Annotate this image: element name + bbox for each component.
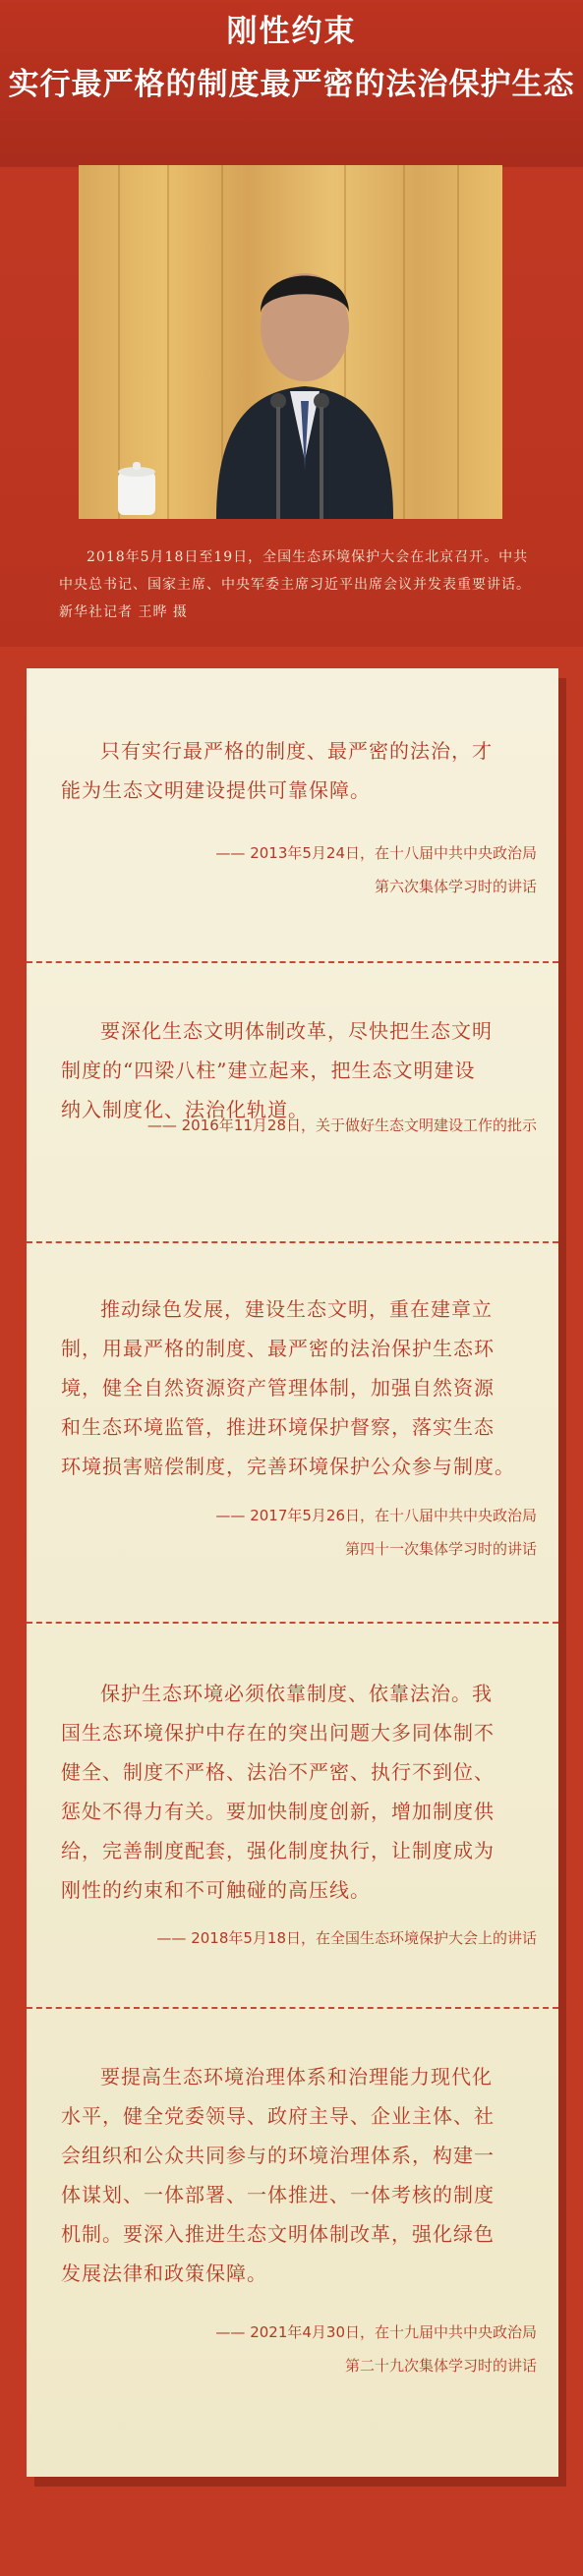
source-line: —— 2016年11月28日，关于做好生态文明建设工作的批示: [146, 1116, 537, 1134]
quote-5-line: 水平，健全党委领导、政府主导、企业主体、社: [61, 2104, 495, 2128]
quote-5-source: [215, 2316, 537, 2382]
quote-4-line: 惩处不得力有关。要加快制度创新，增加制度供: [61, 1800, 495, 1823]
quote-4-line: 国生态环境保护中存在的突出问题大多同体制不: [61, 1721, 495, 1745]
section-divider: [27, 961, 558, 963]
caption-text: 2018年5月18日至19日，全国生态环境保护大会在北京召开。中共中央总书记、国家主席、中央军委主席习近平出席会议并发表重要讲话。新华社记者 王晔 摄: [59, 549, 531, 620]
microphones: [261, 391, 339, 519]
quote-2-line: 纳入制度化、法治化轨道。: [61, 1098, 309, 1121]
photo-caption: [59, 544, 536, 626]
source-line: 第六次集体学习时的讲话: [374, 878, 537, 895]
source-line: —— 2021年4月30日，在十九届中共中央政治局: [215, 2323, 537, 2341]
teacup: [108, 460, 167, 519]
section-divider: [27, 2007, 558, 2009]
source-line: 第二十九次集体学习时的讲话: [344, 2357, 537, 2375]
section-divider: [27, 1241, 558, 1243]
quote-1-source: [215, 836, 537, 903]
quote-2-line: 要深化生态文明体制改革，尽快把生态文明: [100, 1019, 493, 1043]
quote-5-line: 要提高生态环境治理体系和治理能力现代化: [100, 2065, 493, 2089]
quote-3-source: [215, 1499, 537, 1566]
source-line: —— 2013年5月24日，在十八届中共中央政治局: [215, 844, 537, 862]
quote-2-line: 制度的“四梁八柱”建立起来，把生态文明建设: [61, 1059, 476, 1082]
source-line: —— 2018年5月18日，在全国生态环境保护大会上的讲话: [156, 1929, 537, 1947]
source-line: —— 2017年5月26日，在十八届中共中央政治局: [215, 1507, 537, 1524]
source-line: 第四十一次集体学习时的讲话: [344, 1540, 537, 1558]
footer-band: [0, 2496, 583, 2576]
quote-3-line: 环境损害赔偿制度，完善环境保护公众参与制度。: [61, 1455, 515, 1478]
news-photo: [79, 165, 502, 519]
quote-3-line: 推动绿色发展，建设生态文明，重在建章立: [100, 1297, 493, 1321]
quote-3-line: 和生态环境监管，推进环境保护督察，落实生态: [61, 1415, 495, 1439]
page-subtitle: 实行最严格的制度最严密的法治保护生态: [8, 67, 575, 102]
quote-4-line: 保护生态环境必须依靠制度、依靠法治。我: [100, 1682, 493, 1705]
title-bar: [0, 0, 583, 167]
quote-4-source: [156, 1921, 537, 1955]
quote-3: [61, 1289, 557, 1486]
quote-1: [61, 731, 557, 810]
quote-5-line: 机制。要深入推进生态文明体制改革，强化绿色: [61, 2222, 495, 2246]
quote-4: [61, 1674, 557, 1910]
quote-5-line: 会组织和公众共同参与的环境治理体系，构建一: [61, 2144, 495, 2167]
quote-5-line: 发展法律和政策保障。: [61, 2261, 267, 2285]
page-title: 刚性约束: [226, 14, 357, 49]
quote-4-line: 给，完善制度配套，强化制度执行，让制度成为: [61, 1839, 495, 1862]
quote-4-line: 健全、制度不严格、法治不严密、执行不到位、: [61, 1760, 495, 1784]
quote-4-line: 刚性的约束和不可触碰的高压线。: [61, 1878, 371, 1902]
quotes-panel: [27, 668, 558, 2477]
quote-5-line: 体谋划、一体部署、一体推进、一体考核的制度: [61, 2183, 495, 2206]
quote-5: [61, 2057, 557, 2293]
quote-2-source: [147, 1109, 537, 1142]
quote-1-line: 只有实行最严格的制度、最严密的法治，才: [100, 739, 493, 763]
section-divider: [27, 1622, 558, 1624]
quote-3-line: 境，健全自然资源资产管理体制，加强自然资源: [61, 1376, 495, 1400]
quote-1-line: 能为生态文明建设提供可靠保障。: [61, 778, 371, 802]
quote-3-line: 制，用最严格的制度、最严密的法治保护生态环: [61, 1337, 495, 1360]
